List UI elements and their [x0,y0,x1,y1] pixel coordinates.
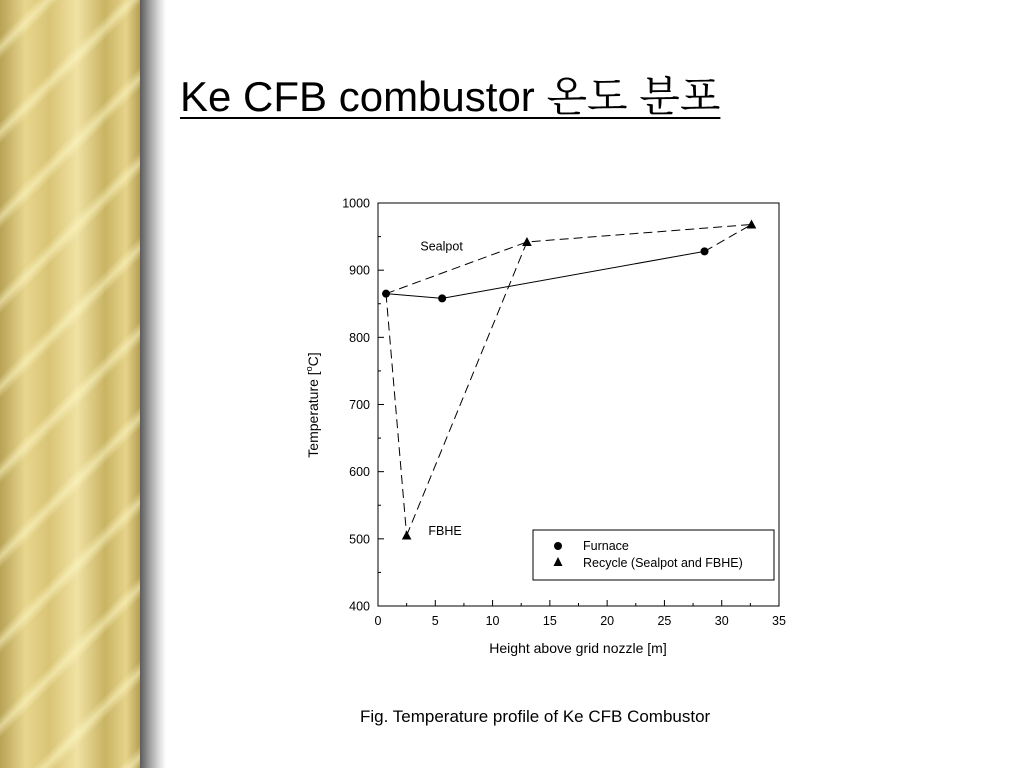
annotation-sealpot: Sealpot [420,239,463,254]
furnace-point [701,247,709,255]
x-tick-label: 0 [374,614,382,628]
x-tick-label: 35 [772,614,786,628]
furnace-point [382,290,390,298]
x-tick-label: 5 [431,614,439,628]
recycle-line [407,224,752,535]
legend-furnace-marker [554,542,562,550]
series-lines [386,224,751,535]
legend-recycle-label: Recycle (Sealpot and FBHE) [583,556,743,570]
x-tick-label: 20 [600,614,615,628]
x-tick-label: 30 [714,614,729,628]
recycle-point [747,219,757,228]
legend-furnace-label: Furnace [583,539,629,553]
y-tick-label: 900 [349,263,370,278]
figure-caption: Fig. Temperature profile of Ke CFB Combustor [360,707,711,726]
y-tick-label: 800 [349,330,370,345]
legend-box [533,530,774,580]
x-tick-label: 25 [657,614,672,628]
decorative-side-panel [0,0,140,768]
temperature-chart [290,185,810,675]
dashed-connector [386,294,407,536]
slide-title: Ke CFB combustor 온도 분포 [180,73,721,120]
y-tick-label: 1000 [342,196,370,211]
x-tick-label: 10 [485,614,500,628]
y-tick-label: 500 [349,532,370,547]
furnace-point [438,294,446,302]
y-tick-label: 700 [349,398,370,412]
furnace-line [386,251,705,298]
series-markers [382,219,756,539]
recycle-point [522,237,532,246]
side-panel-shadow [140,0,166,768]
x-tick-label: 15 [542,614,557,628]
y-tick-label: 400 [349,599,370,614]
annotation-fbhe: FBHE [428,523,462,538]
y-axis-label: Temperature [$^o$C] [304,352,321,458]
y-tick-label: 600 [349,465,370,480]
dashed-connector [705,224,752,251]
x-axis-label: Height above grid nozzle [m] [489,640,667,656]
annotations [420,240,463,538]
legend [533,530,774,580]
recycle-point [402,530,412,539]
